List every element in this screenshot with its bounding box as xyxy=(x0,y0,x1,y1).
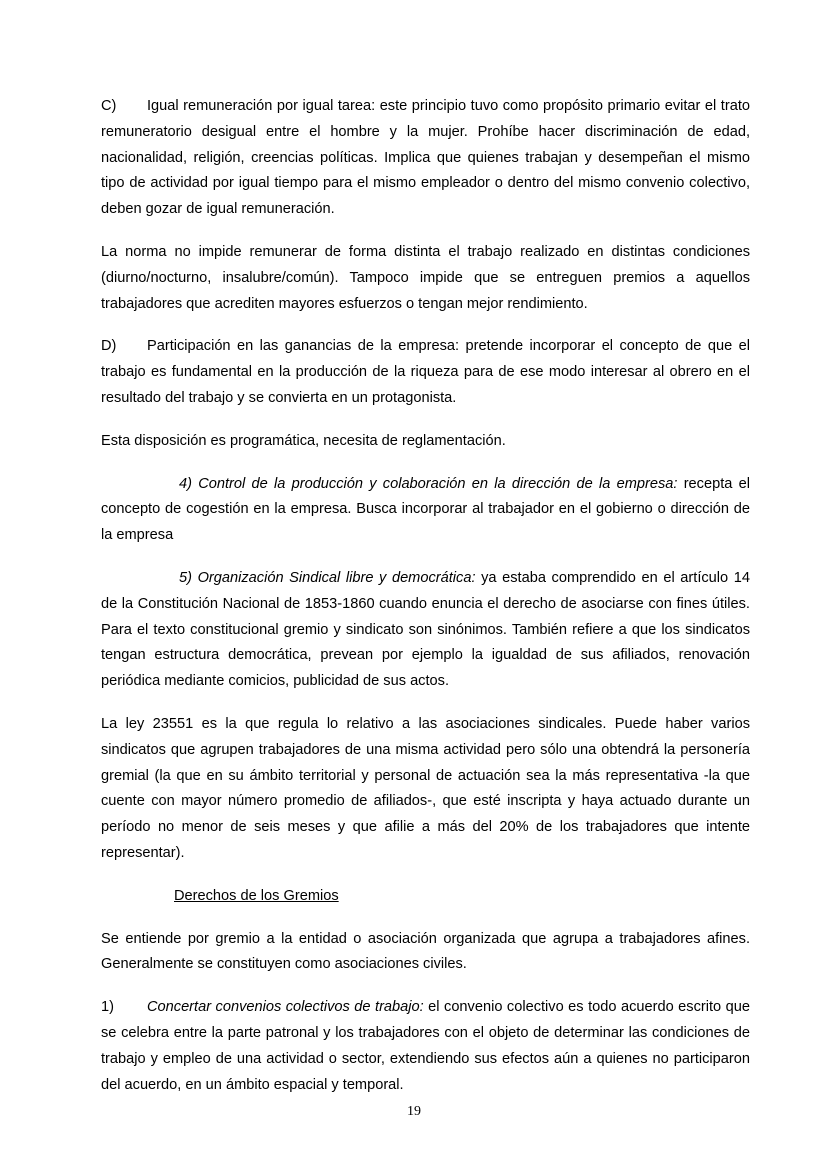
page-number: 19 xyxy=(407,1104,421,1119)
paragraph-4 xyxy=(101,472,750,549)
label-c: C) xyxy=(101,98,117,114)
paragraph-ley: La ley 23551 es la que regula lo relativo a las asociaciones sindicales. Puede haber varios sindicatos que agrupen trabajadores de una misma actividad pero sólo una obtendrá la personería gremial (la que en su ámbito territorial y personal de actuación sea la más representativa -la que cuente con mayor número promedio de afiliados-, que esté inscripta y haya actuado durante un período no menor de seis meses y que afilie a más del 20% de los trabajadores que intente representar). xyxy=(101,715,750,861)
paragraph-4-text: recepta el concepto de cogestión en la empresa. Busca incorporar al trabajador en el gobierno o dirección de la empresa xyxy=(101,475,750,544)
label-d: D) xyxy=(101,338,117,355)
paragraph-5-text: ya estaba comprendido en el artículo 14 de la Constitución Nacional de 1853-1860 cuando enuncia el derecho de asociarse con fines útiles. Para el texto constitucional gremio y sindicato son sinónimos. También refiere a que los sindicatos tengan estructura democrática, prevean por ejemplo la igualdad de sus afiliados, renovación periódica mediante comicios, publicidad de sus actos. xyxy=(101,569,750,690)
paragraph-4-title: 4) Control de la producción y colaboración en la dirección de la empresa: xyxy=(179,475,678,492)
paragraph-disposicion: Esta disposición es programática, necesita de reglamentación. xyxy=(101,432,506,449)
paragraph-5 xyxy=(101,566,750,695)
label-1: 1) xyxy=(101,999,114,1016)
paragraph-d-text: Participación en las ganancias de la empresa: pretende incorporar el concepto de que el trabajo es fundamental en la producción de la riqueza para de ese modo interesar al obrero en el resultado del trabajo y se convierta en un protagonista. xyxy=(101,338,750,406)
item-1-title: Concertar convenios colectivos de trabajo: xyxy=(147,999,424,1016)
paragraph-norma: La norma no impide remunerar de forma distinta el trabajo realizado en distintas condiciones (diurno/nocturno, insalubre/común). Tampoco impide que se entreguen premios a aquellos trabajadores que acrediten mayores esfuerzos o tengan mejor rendimiento. xyxy=(101,243,750,312)
paragraph-gremio: Se entiende por gremio a la entidad o asociación organizada que agrupa a trabajadores afines. Generalmente se constituyen como asociaciones civiles. xyxy=(101,930,750,973)
section-heading: Derechos de los Gremios xyxy=(174,887,339,904)
paragraph-d xyxy=(101,334,750,411)
item-1-text: el convenio colectivo es todo acuerdo escrito que se celebra entre la parte patronal y los trabajadores con el objeto de determinar las condiciones de trabajo y empleo de una actividad o sector, extendiendo sus efectos aún a quienes no participaron del acuerdo, en un ámbito espacial y temporal. xyxy=(101,999,750,1093)
paragraph-c-text: Igual remuneración por igual tarea: este principio tuvo como propósito primario evitar el trato remuneratorio desigual entre el hombre y la mujer. Prohíbe hacer discriminación de edad, nacionalidad, religión, creencias políticas. Implica que quienes trabajan y desempeñan el mismo tipo de actividad por igual tiempo para el mismo empleador o dentro del mismo convenio colectivo, deben gozar de igual remuneración. xyxy=(101,98,750,218)
paragraph-item-1 xyxy=(101,995,750,1098)
paragraph-5-title: 5) Organización Sindical libre y democrática: xyxy=(179,569,476,586)
page-body xyxy=(101,94,750,1098)
paragraph-c xyxy=(101,94,750,223)
